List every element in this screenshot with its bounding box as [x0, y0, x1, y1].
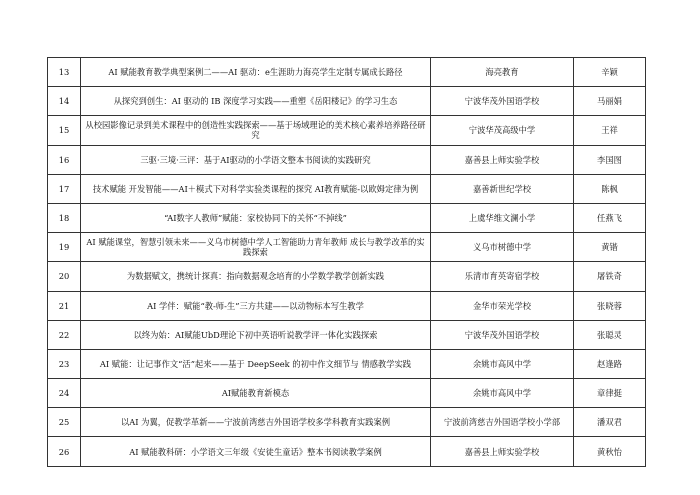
author-cell: 赵逢路 — [574, 349, 646, 378]
table-row — [48, 174, 646, 203]
table-row — [48, 349, 646, 378]
school-cell: 宁波华茂外国语学校 — [431, 320, 574, 349]
author-cell: 马丽娟 — [574, 87, 646, 116]
case-title-cell: AI 学伴：赋能“教-师-生”三方共建——以动物标本写生教学 — [81, 291, 431, 320]
table-row — [48, 116, 646, 145]
author-cell: 潘双君 — [574, 408, 646, 437]
table-row — [48, 408, 646, 437]
row-number-cell: 21 — [48, 291, 81, 320]
school-cell: 宁波华茂外国语学校 — [431, 87, 574, 116]
case-title-cell: 技术赋能 开发智能——AI＋模式下对科学实验类课程的探究 AI教育赋能-以欧姆定律为例 — [81, 174, 431, 203]
school-cell: 余姚市高风中学 — [431, 349, 574, 378]
school-cell: 宁波华茂高级中学 — [431, 116, 574, 145]
author-cell: 张晓蓉 — [574, 291, 646, 320]
table-row — [48, 87, 646, 116]
school-cell: 海亮教育 — [431, 58, 574, 87]
school-cell: 乐清市育英寄宿学校 — [431, 262, 574, 291]
row-number-cell: 13 — [48, 58, 81, 87]
entries-table — [47, 57, 646, 467]
case-title-cell: AI 赋能教科研：小学语文三年级《安徒生童话》整本书阅读教学案例 — [81, 437, 431, 466]
row-number-cell: 18 — [48, 203, 81, 232]
case-title-cell: AI 赋能：让记事作文“活”起来——基于 DeepSeek 的初中作文细节与 情感教学实践 — [81, 349, 431, 378]
author-cell: 王祥 — [574, 116, 646, 145]
row-number-cell: 14 — [48, 87, 81, 116]
table-row — [48, 233, 646, 262]
school-cell: 金华市荣光学校 — [431, 291, 574, 320]
school-cell: 嘉善新世纪学校 — [431, 174, 574, 203]
row-number-cell: 16 — [48, 145, 81, 174]
row-number-cell: 22 — [48, 320, 81, 349]
table-row — [48, 320, 646, 349]
case-title-cell: 以终为始：AI赋能UbD理论下初中英语听说教学评一体化实践探索 — [81, 320, 431, 349]
case-title-cell: 为数据赋文，携统计探真：指向数据观念培育的小学数学教学创新实践 — [81, 262, 431, 291]
school-cell: 义乌市树德中学 — [431, 233, 574, 262]
table-row — [48, 262, 646, 291]
row-number-cell: 15 — [48, 116, 81, 145]
row-number-cell: 24 — [48, 379, 81, 408]
case-title-cell: AI 赋能课堂，智慧引领未来——义乌市树德中学人工智能助力青年教师 成长与教学改革的实践探索 — [81, 233, 431, 262]
school-cell: 嘉善县上师实验学校 — [431, 145, 574, 174]
case-title-cell: AI 赋能教育教学典型案例二——AI 驱动：e生涯助力海亮学生定制专属成长路径 — [81, 58, 431, 87]
school-cell: 宁波前湾慈吉外国语学校小学部 — [431, 408, 574, 437]
author-cell: 黄锴 — [574, 233, 646, 262]
table-body — [48, 58, 646, 467]
author-cell: 屠铁奇 — [574, 262, 646, 291]
row-number-cell: 20 — [48, 262, 81, 291]
row-number-cell: 26 — [48, 437, 81, 466]
row-number-cell: 17 — [48, 174, 81, 203]
author-cell: 任燕飞 — [574, 203, 646, 232]
case-title-cell: AI赋能教育新模态 — [81, 379, 431, 408]
author-cell: 辛颖 — [574, 58, 646, 87]
author-cell: 张聪灵 — [574, 320, 646, 349]
author-cell: 李国图 — [574, 145, 646, 174]
row-number-cell: 19 — [48, 233, 81, 262]
table-row — [48, 379, 646, 408]
school-cell: 上虞华维文澜小学 — [431, 203, 574, 232]
school-cell: 余姚市高风中学 — [431, 379, 574, 408]
table-row — [48, 145, 646, 174]
table-row — [48, 291, 646, 320]
school-cell: 嘉善县上师实验学校 — [431, 437, 574, 466]
author-cell: 黄秋怡 — [574, 437, 646, 466]
table-row — [48, 203, 646, 232]
case-title-cell: “AI数字人教师”赋能：家校协同下的关怀“不掉线” — [81, 203, 431, 232]
author-cell: 陈枫 — [574, 174, 646, 203]
table-row — [48, 437, 646, 466]
case-title-cell: 从校园影像记录到美术课程中的创造性实践探索——基于场域理论的美术核心素养培养路径研究 — [81, 116, 431, 145]
table-row — [48, 58, 646, 87]
row-number-cell: 25 — [48, 408, 81, 437]
case-title-cell: 从探究到创生：AI 驱动的 IB 深度学习实践——重塑《岳阳楼记》的学习生态 — [81, 87, 431, 116]
author-cell: 章律挺 — [574, 379, 646, 408]
case-title-cell: 三驱·三境·三评：基于AI驱动的小学语文整本书阅读的实践研究 — [81, 145, 431, 174]
row-number-cell: 23 — [48, 349, 81, 378]
case-title-cell: 以AI 为翼，促教学革新——宁波前湾慈吉外国语学校多学科教育实践案例 — [81, 408, 431, 437]
